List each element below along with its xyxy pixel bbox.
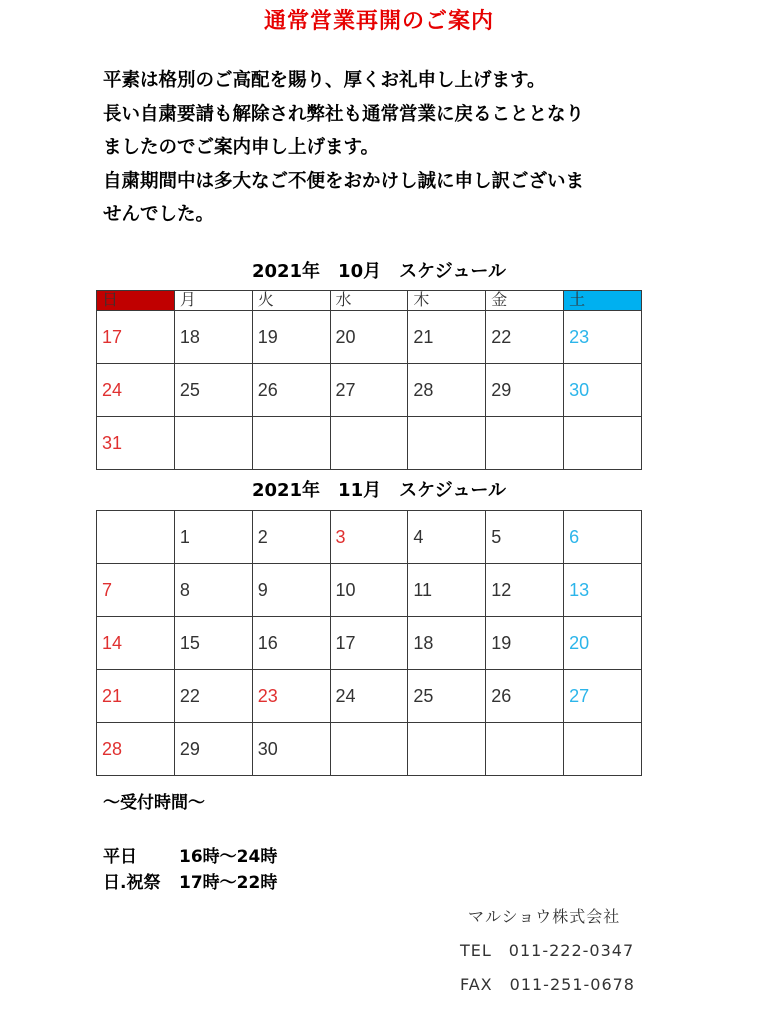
day-cell: 11 xyxy=(408,564,486,617)
day-cell: 21 xyxy=(408,311,486,364)
day-cell: 15 xyxy=(174,617,252,670)
day-cell: 16 xyxy=(252,617,330,670)
day-cell: 25 xyxy=(408,670,486,723)
day-cell xyxy=(486,417,564,470)
day-cell: 26 xyxy=(486,670,564,723)
day-cell: 31 xyxy=(97,417,175,470)
day-cell: 22 xyxy=(174,670,252,723)
day-cell xyxy=(486,723,564,776)
day-cell xyxy=(330,417,408,470)
weekday-saturday: 土 xyxy=(564,291,642,311)
october-title xyxy=(0,259,758,285)
weekday-wednesday: 水 xyxy=(330,291,408,311)
day-cell xyxy=(408,723,486,776)
hours-weekday-row xyxy=(103,844,277,870)
day-cell: 14 xyxy=(97,617,175,670)
day-cell: 28 xyxy=(408,364,486,417)
day-cell: 17 xyxy=(97,311,175,364)
weekday-thursday: 木 xyxy=(408,291,486,311)
day-cell: 29 xyxy=(486,364,564,417)
intro-line: 平素は格別のご高配を賜り、厚くお礼申し上げます。 xyxy=(103,70,546,91)
day-cell: 17 xyxy=(330,617,408,670)
day-cell: 18 xyxy=(174,311,252,364)
day-cell xyxy=(330,723,408,776)
company-name: マルショウ株式会社 xyxy=(468,907,621,926)
week-row xyxy=(97,670,642,723)
company-tel: TEL 011-222-0347 xyxy=(460,941,635,960)
day-cell: 24 xyxy=(330,670,408,723)
day-cell: 2 xyxy=(252,511,330,564)
day-cell: 18 xyxy=(408,617,486,670)
day-cell: 20 xyxy=(564,617,642,670)
hours-holiday-row xyxy=(103,870,277,896)
intro-line: せんでした。 xyxy=(103,204,215,225)
page-title: 通常営業再開のご案内 xyxy=(263,9,494,34)
week-row xyxy=(97,511,642,564)
november-title-text: 2021年 11月 スケジュール xyxy=(251,480,507,501)
day-cell: 27 xyxy=(330,364,408,417)
day-cell xyxy=(252,417,330,470)
day-cell xyxy=(564,417,642,470)
day-cell: 23 xyxy=(564,311,642,364)
weekday-time: 16時～24時 xyxy=(179,847,278,867)
week-row xyxy=(97,617,642,670)
day-cell: 30 xyxy=(252,723,330,776)
week-row xyxy=(97,417,642,470)
day-cell: 30 xyxy=(564,364,642,417)
november-title xyxy=(0,478,758,504)
day-cell xyxy=(174,417,252,470)
weekday-header-row xyxy=(97,291,642,311)
day-cell: 25 xyxy=(174,364,252,417)
day-cell: 19 xyxy=(252,311,330,364)
day-cell: 10 xyxy=(330,564,408,617)
day-cell: 21 xyxy=(97,670,175,723)
weekday-sunday: 日 xyxy=(97,291,175,311)
intro-line: ましたのでご案内申し上げます。 xyxy=(103,137,380,158)
day-cell xyxy=(408,417,486,470)
day-cell: 8 xyxy=(174,564,252,617)
company-info xyxy=(460,905,635,1007)
october-title-text: 2021年 10月 スケジュール xyxy=(251,261,507,282)
weekday-label: 平日 xyxy=(103,847,137,867)
october-calendar xyxy=(96,290,642,470)
weekday-tuesday: 火 xyxy=(252,291,330,311)
week-row xyxy=(97,564,642,617)
intro-line: 自粛期間中は多大なご不便をおかけし誠に申し訳ございま xyxy=(103,170,585,192)
day-cell xyxy=(97,511,175,564)
company-fax: FAX 011-251-0678 xyxy=(460,975,635,994)
day-cell: 28 xyxy=(97,723,175,776)
hours-heading: ～受付時間～ xyxy=(103,793,205,813)
day-cell: 3 xyxy=(330,511,408,564)
day-cell: 12 xyxy=(486,564,564,617)
week-row xyxy=(97,723,642,776)
intro-line: 長い自粛要請も解除され弊社も通常営業に戻ることとなり xyxy=(103,103,585,125)
day-cell: 23 xyxy=(252,670,330,723)
hours-table xyxy=(103,844,277,896)
week-row xyxy=(97,364,642,417)
day-cell: 4 xyxy=(408,511,486,564)
week-row xyxy=(97,311,642,364)
weekday-friday: 金 xyxy=(486,291,564,311)
day-cell: 13 xyxy=(564,564,642,617)
day-cell: 20 xyxy=(330,311,408,364)
day-cell: 22 xyxy=(486,311,564,364)
holiday-time: 17時～22時 xyxy=(179,873,278,893)
day-cell: 9 xyxy=(252,564,330,617)
november-calendar xyxy=(96,510,642,776)
day-cell: 26 xyxy=(252,364,330,417)
day-cell: 24 xyxy=(97,364,175,417)
holiday-label: 日.祝祭 xyxy=(103,873,161,893)
day-cell xyxy=(564,723,642,776)
day-cell: 27 xyxy=(564,670,642,723)
day-cell: 1 xyxy=(174,511,252,564)
day-cell: 7 xyxy=(97,564,175,617)
day-cell: 19 xyxy=(486,617,564,670)
day-cell: 5 xyxy=(486,511,564,564)
weekday-monday: 月 xyxy=(174,291,252,311)
intro-text xyxy=(103,64,683,232)
day-cell: 6 xyxy=(564,511,642,564)
day-cell: 29 xyxy=(174,723,252,776)
